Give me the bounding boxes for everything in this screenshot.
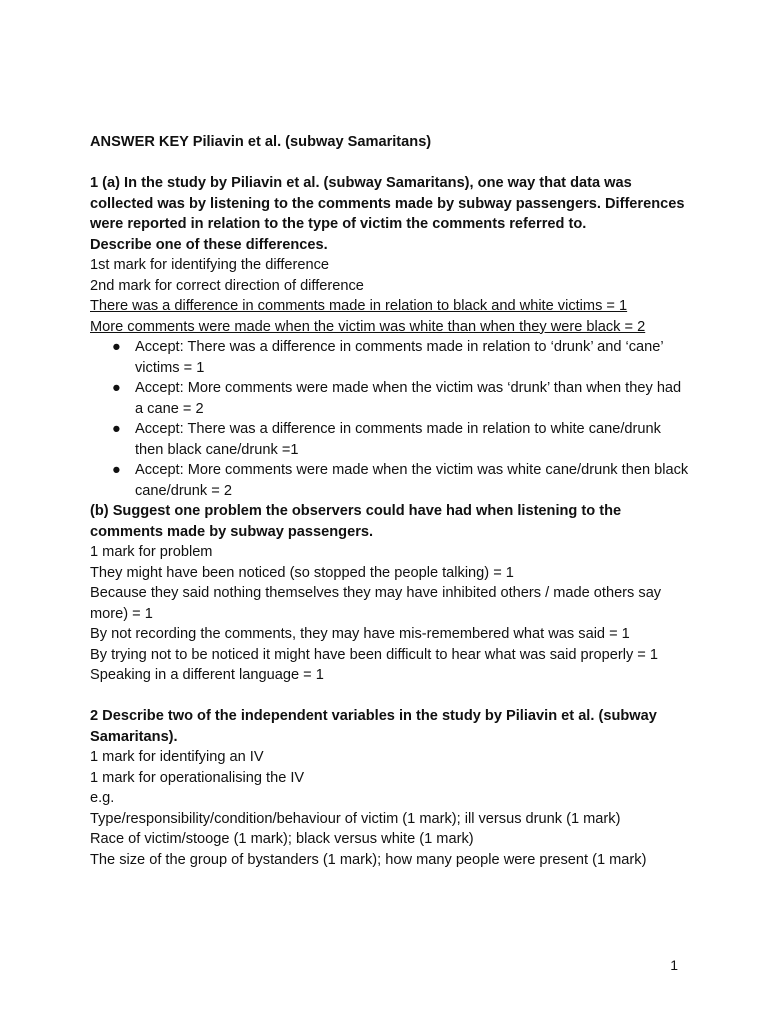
- accept-item-text: Accept: There was a difference in comments made in relation to white cane/drunk then black cane/drunk =1: [135, 421, 661, 458]
- accept-list: [90, 337, 690, 501]
- bullet-icon: ●: [112, 339, 121, 355]
- answer-line: Race of victim/stooge (1 mark); black versus white (1 mark): [90, 831, 474, 847]
- document-body: [90, 132, 690, 870]
- bullet-icon: ●: [112, 462, 121, 478]
- model-answer-line: More comments were made when the victim was white than when they were black = 2: [90, 318, 646, 335]
- mark-scheme-line: 1 mark for identifying an IV: [90, 749, 264, 765]
- answer-line: By trying not to be noticed it might have been difficult to hear what was said properly = 1: [90, 646, 658, 663]
- example-label: e.g.: [90, 790, 115, 806]
- accept-item: [90, 378, 690, 419]
- question-1a-instruction: Describe one of these differences.: [90, 236, 328, 253]
- accept-item-text: Accept: More comments were made when the victim was ‘drunk’ than when they had a cane = 2: [135, 380, 682, 417]
- mark-scheme-line: 2nd mark for correct direction of difference: [90, 277, 364, 294]
- model-answer-line: There was a difference in comments made in relation to black and white victims = 1: [90, 298, 628, 314]
- accept-item-text: Accept: More comments were made when the victim was white cane/drunk then black cane/drunk = 2: [135, 462, 689, 499]
- answer-line: They might have been noticed (so stopped the people talking) = 1: [90, 564, 514, 581]
- accept-item-text: Accept: There was a difference in comments made in relation to ‘drunk’ and ‘cane’ victims = 1: [135, 339, 664, 376]
- mark-scheme-line: 1st mark for identifying the difference: [90, 257, 330, 273]
- page-number: 1: [670, 957, 678, 973]
- answer-line: The size of the group of bystanders (1 mark); how many people were present (1 mark): [90, 851, 647, 868]
- answer-line: Type/responsibility/condition/behaviour of victim (1 mark); ill versus drunk (1 mark): [90, 810, 621, 827]
- question-1a-prompt: 1 (a) In the study by Piliavin et al. (subway Samaritans), one way that data was collected was by listening to the comments made by subway passengers. Differences were reported in relation to the type of victim the comments referred to.: [90, 175, 685, 232]
- answer-line: By not recording the comments, they may have mis-remembered what was said = 1: [90, 626, 630, 642]
- bullet-icon: ●: [112, 421, 121, 437]
- answer-line: Because they said nothing themselves they may have inhibited others / made others say more) = 1: [90, 585, 662, 622]
- mark-scheme-line: 1 mark for problem: [90, 544, 213, 560]
- accept-item: [90, 419, 690, 460]
- answer-line: Speaking in a different language = 1: [90, 667, 324, 683]
- spacer: [90, 153, 690, 174]
- page-title: ANSWER KEY Piliavin et al. (subway Samaritans): [90, 134, 432, 150]
- spacer: [90, 686, 690, 707]
- bullet-icon: ●: [112, 380, 121, 396]
- question-2-prompt: 2 Describe two of the independent variables in the study by Piliavin et al. (subway Samaritans).: [90, 708, 657, 745]
- accept-item: [90, 460, 690, 501]
- accept-item: [90, 337, 690, 378]
- question-1b-prompt: (b) Suggest one problem the observers could have had when listening to the comments made by subway passengers.: [90, 503, 622, 540]
- mark-scheme-line: 1 mark for operationalising the IV: [90, 769, 305, 786]
